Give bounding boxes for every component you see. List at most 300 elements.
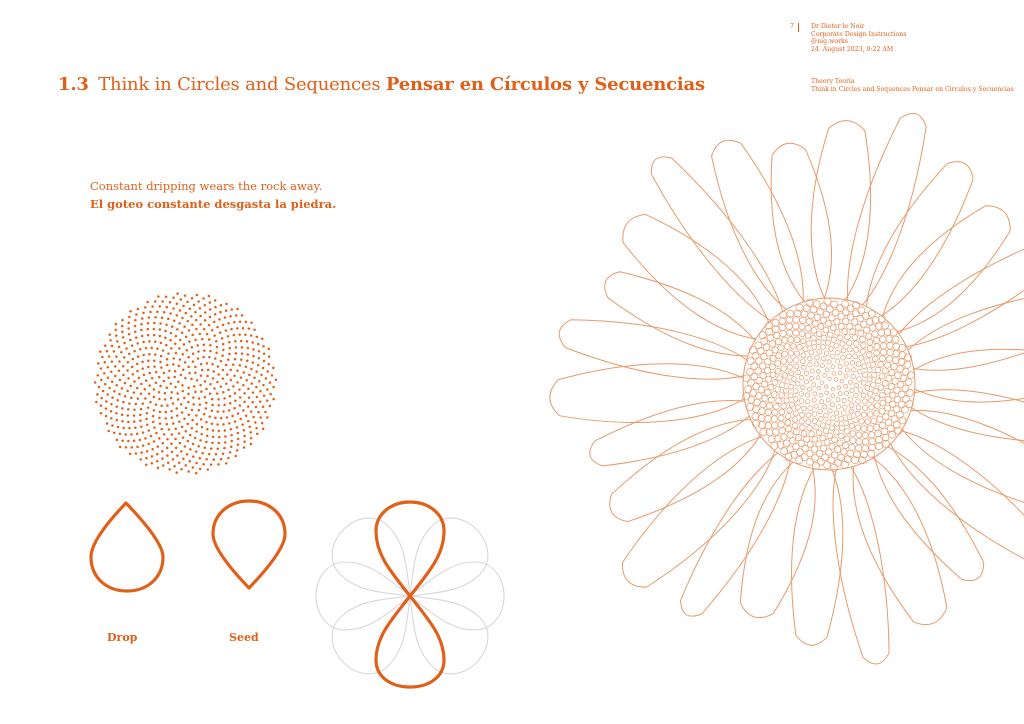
pattern-dot xyxy=(206,333,209,336)
pattern-dot xyxy=(124,433,127,436)
pattern-dot xyxy=(176,314,179,317)
pattern-dot xyxy=(185,464,188,467)
pattern-dot xyxy=(262,367,265,370)
pattern-dot xyxy=(115,323,118,326)
pattern-dot xyxy=(136,433,139,436)
pattern-dot xyxy=(195,414,198,417)
pattern-dot xyxy=(184,377,187,380)
pattern-dot xyxy=(203,304,206,307)
pattern-dot xyxy=(164,330,167,333)
pattern-dot xyxy=(169,301,172,304)
pattern-dot xyxy=(142,341,145,344)
pattern-dot xyxy=(141,367,144,370)
pattern-dot xyxy=(199,457,202,460)
pattern-dot xyxy=(211,398,214,401)
pattern-dot xyxy=(129,453,132,456)
pattern-dot xyxy=(225,383,228,386)
pattern-dot xyxy=(210,447,213,450)
pattern-dot xyxy=(204,447,207,450)
pattern-dot xyxy=(153,334,156,337)
pattern-dot xyxy=(181,317,184,320)
pattern-dot xyxy=(153,440,156,443)
pattern-dot xyxy=(241,346,244,349)
pattern-dot xyxy=(121,439,124,442)
pattern-dot xyxy=(182,436,185,439)
pattern-dot xyxy=(128,316,131,319)
pattern-dot xyxy=(189,434,192,437)
pattern-dot xyxy=(155,371,158,374)
pattern-dot xyxy=(158,391,161,394)
pattern-dot xyxy=(263,395,266,398)
pattern-dot xyxy=(105,400,108,403)
pattern-dot xyxy=(101,356,104,359)
pattern-dot xyxy=(211,363,214,366)
guide-petal xyxy=(410,562,504,630)
pattern-dot xyxy=(268,355,271,358)
pattern-dot xyxy=(151,377,154,380)
pattern-dot xyxy=(200,390,203,393)
pattern-dot xyxy=(245,414,248,417)
pattern-dot xyxy=(133,414,136,417)
pattern-dot xyxy=(116,340,119,343)
pattern-dot xyxy=(259,390,262,393)
pattern-dot xyxy=(148,392,151,395)
pattern-dot xyxy=(150,347,153,350)
pattern-dot xyxy=(232,385,235,388)
pattern-dot xyxy=(147,359,150,362)
pattern-dot xyxy=(140,425,143,428)
pattern-dot xyxy=(223,397,226,400)
pattern-dot xyxy=(115,412,118,415)
pattern-dot xyxy=(233,334,236,337)
pattern-dot xyxy=(246,340,249,343)
pattern-dot xyxy=(110,371,113,374)
pattern-dot xyxy=(188,329,191,332)
pattern-dot xyxy=(249,431,252,434)
pattern-dot xyxy=(170,332,173,335)
pattern-dot xyxy=(178,461,181,464)
pattern-dot xyxy=(160,405,163,408)
pattern-dot xyxy=(203,343,206,346)
pattern-dot xyxy=(161,457,164,460)
pattern-dot xyxy=(195,328,198,331)
pattern-dot xyxy=(187,401,190,404)
pattern-dot xyxy=(225,303,228,306)
phyllotaxis-dot-pattern xyxy=(94,292,277,474)
pattern-dot xyxy=(236,370,239,373)
pattern-dot xyxy=(225,364,228,367)
pattern-dot xyxy=(193,385,196,388)
pattern-dot xyxy=(166,423,169,426)
pattern-dot xyxy=(176,454,179,457)
pattern-dot xyxy=(170,347,173,350)
pattern-dot xyxy=(208,453,211,456)
pattern-dot xyxy=(176,414,179,417)
pattern-dot xyxy=(111,424,114,427)
pattern-dot xyxy=(122,365,125,368)
pattern-dot xyxy=(166,447,169,450)
pattern-dot xyxy=(160,428,163,431)
section-number: 1.3 xyxy=(58,74,89,95)
pattern-dot xyxy=(239,396,242,399)
pattern-dot xyxy=(192,352,195,355)
pattern-dot xyxy=(155,381,158,384)
pattern-dot xyxy=(99,350,102,353)
pattern-dot xyxy=(183,397,186,400)
pattern-dot xyxy=(188,414,191,417)
pattern-dot xyxy=(249,425,252,428)
pattern-dot xyxy=(140,451,143,454)
pattern-dot xyxy=(144,437,147,440)
pattern-dot xyxy=(208,324,211,327)
pattern-dot xyxy=(247,347,250,350)
pattern-dot xyxy=(146,412,149,415)
pattern-dot xyxy=(245,321,248,324)
pattern-dot xyxy=(236,426,239,429)
pattern-dot xyxy=(136,363,139,366)
pattern-dot xyxy=(94,381,97,384)
pattern-dot xyxy=(250,321,253,324)
pattern-dot xyxy=(123,356,126,359)
daisy-petal xyxy=(805,119,877,317)
pattern-dot xyxy=(107,376,110,379)
pattern-dot xyxy=(163,433,166,436)
pattern-dot xyxy=(229,395,232,398)
pattern-dot xyxy=(185,430,188,433)
pattern-dot xyxy=(188,372,191,375)
pattern-dot xyxy=(133,391,136,394)
pattern-dot xyxy=(200,433,203,436)
pattern-dot xyxy=(145,347,148,350)
pattern-dot xyxy=(158,398,161,401)
pattern-dot xyxy=(262,428,265,431)
pattern-dot xyxy=(170,410,173,413)
pattern-dot xyxy=(179,358,182,361)
pattern-dot xyxy=(233,321,236,324)
pattern-dot xyxy=(125,446,128,449)
pattern-dot xyxy=(269,405,272,408)
pattern-dot xyxy=(141,361,144,364)
pattern-dot xyxy=(248,327,251,330)
pattern-dot xyxy=(176,292,179,295)
pattern-dot xyxy=(199,307,202,310)
pattern-dot xyxy=(195,430,198,433)
pattern-dot xyxy=(120,351,123,354)
pattern-dot xyxy=(204,380,207,383)
pattern-dot xyxy=(236,449,239,452)
pattern-dot xyxy=(257,343,260,346)
pattern-dot xyxy=(202,356,205,359)
pattern-dot xyxy=(229,315,232,318)
pattern-dot xyxy=(145,379,148,382)
pattern-dot xyxy=(122,427,125,430)
pattern-dot xyxy=(220,304,223,307)
pattern-dot xyxy=(207,468,210,471)
pattern-dot xyxy=(151,462,154,465)
pattern-dot xyxy=(220,458,223,461)
pattern-dot xyxy=(217,373,220,376)
pattern-dot xyxy=(175,447,178,450)
pattern-dot xyxy=(115,405,118,408)
pattern-dot xyxy=(186,320,189,323)
pattern-dot xyxy=(121,413,124,416)
pattern-dot xyxy=(209,344,212,347)
pattern-dot xyxy=(269,381,272,384)
pattern-dot xyxy=(255,370,258,373)
pattern-dot xyxy=(159,305,162,308)
pattern-dot xyxy=(216,410,219,413)
pattern-dot xyxy=(126,390,129,393)
pattern-dot xyxy=(147,334,150,337)
pattern-dot xyxy=(202,463,205,466)
pattern-dot xyxy=(231,415,234,418)
pattern-dot xyxy=(178,432,181,435)
pattern-dot xyxy=(153,365,156,368)
pattern-dot xyxy=(129,385,132,388)
pattern-dot xyxy=(114,375,117,378)
pattern-dot xyxy=(204,319,207,322)
pattern-dot xyxy=(146,424,149,427)
pattern-dot xyxy=(158,417,161,420)
quote-es: El goteo constante desgasta la piedra. xyxy=(90,197,337,211)
pattern-dot xyxy=(129,339,132,342)
pattern-dot xyxy=(166,358,169,361)
pattern-dot xyxy=(161,450,164,453)
pattern-dot xyxy=(147,406,150,409)
pattern-dot xyxy=(134,427,137,430)
pattern-dot xyxy=(145,418,148,421)
pattern-dot xyxy=(205,441,208,444)
pattern-dot xyxy=(223,404,226,407)
pattern-dot xyxy=(213,458,216,461)
pattern-dot xyxy=(111,360,114,363)
pattern-dot xyxy=(234,392,237,395)
pattern-dot xyxy=(195,319,198,322)
pattern-dot xyxy=(229,451,232,454)
pattern-dot xyxy=(134,331,137,334)
pattern-dot xyxy=(229,347,232,350)
author: Dr Dieter le Noir xyxy=(811,23,865,30)
pattern-dot xyxy=(103,372,106,375)
pattern-dot xyxy=(194,371,197,374)
pattern-dot xyxy=(100,397,103,400)
pattern-dot xyxy=(130,433,133,436)
pattern-dot xyxy=(116,439,119,442)
pattern-dot xyxy=(222,343,225,346)
pattern-dot xyxy=(182,369,185,372)
pattern-dot xyxy=(137,355,140,358)
pattern-dot xyxy=(121,407,124,410)
pattern-dot xyxy=(185,312,188,315)
pattern-dot xyxy=(209,350,212,353)
pattern-dot xyxy=(156,310,159,313)
pattern-dot xyxy=(217,463,220,466)
pattern-dot xyxy=(243,446,246,449)
pattern-dot xyxy=(188,460,191,463)
pattern-dot xyxy=(167,318,170,321)
pattern-dot xyxy=(118,346,121,349)
pattern-dot xyxy=(194,391,197,394)
pattern-dot xyxy=(173,320,176,323)
pattern-dot xyxy=(100,379,103,382)
pattern-dot xyxy=(213,387,216,390)
pattern-dot xyxy=(119,433,122,436)
pattern-dot xyxy=(150,435,153,438)
pattern-dot xyxy=(203,328,206,331)
pattern-dot xyxy=(191,334,194,337)
pattern-dot xyxy=(157,467,160,470)
pattern-dot xyxy=(116,419,119,422)
pattern-dot xyxy=(266,399,269,402)
pattern-dot xyxy=(164,398,167,401)
pattern-dot xyxy=(121,330,124,333)
pattern-dot xyxy=(174,370,177,373)
pattern-dot xyxy=(121,319,124,322)
pattern-dot xyxy=(266,416,269,419)
pattern-dot xyxy=(135,313,138,316)
pattern-dot xyxy=(209,301,212,304)
pattern-dot xyxy=(184,445,187,448)
pattern-dot xyxy=(171,451,174,454)
pattern-dot xyxy=(156,453,159,456)
pattern-dot xyxy=(222,324,225,327)
pattern-dot xyxy=(142,354,145,357)
pattern-dot xyxy=(155,432,158,435)
pattern-dot xyxy=(122,401,125,404)
pattern-dot xyxy=(191,409,194,412)
pattern-dot xyxy=(176,328,179,331)
pattern-dot xyxy=(147,366,150,369)
pattern-dot xyxy=(231,308,234,311)
pattern-dot xyxy=(221,354,224,357)
pattern-dot xyxy=(165,417,168,420)
pattern-dot xyxy=(113,431,116,434)
pattern-dot xyxy=(129,310,132,313)
pattern-dot xyxy=(172,402,175,405)
pattern-dot xyxy=(191,297,194,300)
pattern-dot xyxy=(172,363,175,366)
pattern-dot xyxy=(104,383,107,386)
pattern-dot xyxy=(154,300,157,303)
pattern-dot xyxy=(159,422,162,425)
pattern-dot xyxy=(108,333,111,336)
pattern-dot xyxy=(233,374,236,377)
pattern-dot xyxy=(262,384,265,387)
pattern-dot xyxy=(190,315,193,318)
pattern-dot xyxy=(196,344,199,347)
pattern-dot xyxy=(179,309,182,312)
pattern-dot xyxy=(206,428,209,431)
pattern-dot xyxy=(180,298,183,301)
daisy-petal xyxy=(820,449,898,667)
pattern-dot xyxy=(133,440,136,443)
pattern-dot xyxy=(261,422,264,425)
pattern-dot xyxy=(199,333,202,336)
pattern-dot xyxy=(221,337,224,340)
pattern-dot xyxy=(121,325,124,328)
pattern-dot xyxy=(238,333,241,336)
pattern-dot xyxy=(259,416,262,419)
pattern-dot xyxy=(227,358,230,361)
pattern-dot xyxy=(145,464,148,467)
pattern-dot xyxy=(149,401,152,404)
pattern-dot xyxy=(181,384,184,387)
pattern-dot xyxy=(128,333,131,336)
pattern-dot xyxy=(192,466,195,469)
pattern-dot xyxy=(171,325,174,328)
pattern-dot xyxy=(181,332,184,335)
pattern-dot xyxy=(241,352,244,355)
pattern-dot xyxy=(168,428,171,431)
pattern-dot xyxy=(214,299,217,302)
pattern-dot xyxy=(133,420,136,423)
pattern-dot xyxy=(148,353,151,356)
pattern-dot xyxy=(163,380,166,383)
pattern-dot xyxy=(272,398,275,401)
pattern-dot xyxy=(209,383,212,386)
pattern-dot xyxy=(228,422,231,425)
pattern-dot xyxy=(242,409,245,412)
pattern-dot xyxy=(95,401,98,404)
pattern-dot xyxy=(255,406,258,409)
pattern-dot xyxy=(179,339,182,342)
pattern-dot xyxy=(140,392,143,395)
pattern-dot xyxy=(152,421,155,424)
pattern-dot xyxy=(154,316,157,319)
pattern-dot xyxy=(213,334,216,337)
pattern-dot xyxy=(220,385,223,388)
pattern-dot xyxy=(181,411,184,414)
section-label: Theory Teoría xyxy=(811,78,855,85)
pattern-dot xyxy=(102,390,105,393)
daisy-petal xyxy=(830,107,937,324)
pattern-dot xyxy=(218,430,221,433)
pattern-dot xyxy=(254,421,256,424)
pattern-dot xyxy=(228,353,231,356)
pattern-dot xyxy=(187,393,190,396)
pattern-dot xyxy=(265,377,268,380)
pattern-dot xyxy=(145,457,148,460)
pattern-dot xyxy=(206,362,209,365)
pattern-dot xyxy=(225,329,228,332)
pattern-dot xyxy=(187,470,190,473)
pattern-dot xyxy=(209,392,212,395)
daisy-petal xyxy=(555,310,765,394)
pattern-dot xyxy=(263,352,266,355)
pattern-dot xyxy=(121,420,124,423)
pattern-dot xyxy=(262,345,265,348)
pattern-dot xyxy=(182,390,185,393)
pattern-dot xyxy=(229,402,232,405)
pattern-dot xyxy=(250,443,253,446)
pattern-dot xyxy=(234,340,237,343)
pattern-dot xyxy=(222,452,225,455)
pattern-dot xyxy=(243,441,246,444)
guide-petal xyxy=(316,562,410,630)
pattern-dot xyxy=(144,397,147,400)
pattern-dot xyxy=(115,355,118,358)
pattern-dot xyxy=(144,388,147,391)
title-en: Think in Circles and Sequences xyxy=(98,74,381,95)
pattern-dot xyxy=(208,356,211,359)
pattern-dot xyxy=(132,358,135,361)
pattern-dot xyxy=(205,388,208,391)
pattern-dot xyxy=(222,349,225,352)
pattern-dot xyxy=(216,448,219,451)
document-name: Corporate Design Instructions xyxy=(811,30,907,38)
pattern-dot xyxy=(96,393,99,396)
pattern-dot xyxy=(226,373,229,376)
